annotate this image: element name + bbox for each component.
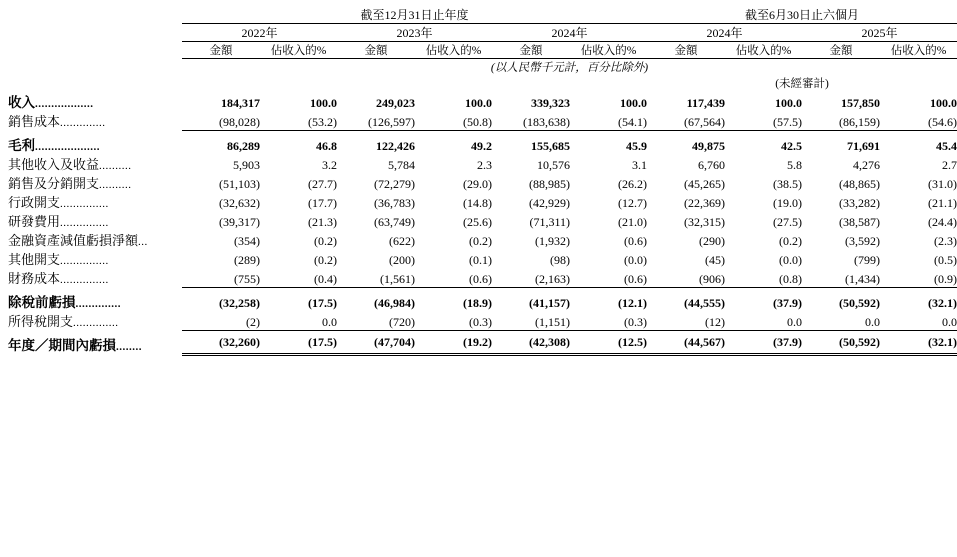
cell-percent: (0.3) bbox=[469, 314, 492, 329]
cell-percent: (27.5) bbox=[773, 215, 803, 229]
cell-amount: (45) bbox=[705, 253, 726, 267]
cell-percent: (12.7) bbox=[618, 196, 648, 210]
cell-percent: 3.1 bbox=[632, 158, 648, 172]
row-label-leader: ............... bbox=[60, 198, 109, 210]
cell-amount: (354) bbox=[234, 234, 260, 248]
cell-percent: (54.6) bbox=[928, 114, 957, 129]
header-blank-corner-2 bbox=[8, 24, 182, 42]
cell-percent: (57.5) bbox=[773, 114, 803, 129]
cell-percent: (32.1) bbox=[880, 287, 957, 311]
row-label-text: 其他收入及收益 bbox=[8, 157, 100, 172]
cell-amount: 5,903 bbox=[233, 158, 260, 172]
cell-amount: (51,103) bbox=[219, 177, 260, 191]
cell-percent: (21.1) bbox=[928, 196, 957, 210]
cell-amount: (50,592) bbox=[802, 330, 880, 354]
cell-percent: (19.2) bbox=[415, 330, 492, 354]
cell-percent: (38.5) bbox=[773, 177, 803, 191]
cell-percent: (0.6) bbox=[469, 271, 492, 286]
cell-percent: (0.5) bbox=[934, 253, 957, 267]
row-label bbox=[8, 91, 182, 111]
cell-amount: 49,875 bbox=[647, 130, 725, 154]
cell-amount: 71,691 bbox=[802, 130, 880, 154]
header-group-interim: 截至6月30日止六個月 bbox=[647, 6, 957, 24]
cell-amount: (200) bbox=[389, 253, 415, 267]
cell-percent: 0.0 bbox=[322, 314, 337, 329]
cell-amount: 0.0 bbox=[865, 314, 881, 329]
cell-percent: 0.0 bbox=[942, 314, 957, 329]
cell-amount: (44,567) bbox=[647, 330, 725, 354]
cell-percent: (0.4) bbox=[314, 271, 337, 286]
cell-amount: (126,597) bbox=[368, 114, 415, 129]
header-percent-2023: 佔收入的% bbox=[415, 42, 492, 59]
cell-percent: (24.4) bbox=[928, 215, 957, 229]
cell-amount: (39,317) bbox=[219, 215, 260, 229]
cell-percent: (18.9) bbox=[415, 287, 492, 311]
cell-amount: 122,426 bbox=[337, 130, 415, 154]
header-amount-2025-interim: 金額 bbox=[802, 42, 880, 59]
cell-amount: 6,760 bbox=[698, 158, 726, 172]
row-label-leader: .......... bbox=[99, 160, 132, 172]
cell-amount: 4,276 bbox=[853, 158, 881, 172]
cell-amount: (88,985) bbox=[529, 177, 570, 191]
header-year-2025-interim: 2025年 bbox=[802, 24, 957, 42]
cell-amount: (3,592) bbox=[845, 234, 881, 248]
cell-amount: 10,576 bbox=[537, 158, 570, 172]
row-label-text: 年度／期間內虧損 bbox=[8, 338, 116, 353]
cell-percent: 0.0 bbox=[787, 314, 803, 329]
cell-amount: (71,311) bbox=[529, 215, 570, 229]
row-label bbox=[8, 230, 182, 249]
cell-percent: (0.2) bbox=[314, 234, 337, 248]
cell-percent: (0.2) bbox=[469, 234, 492, 248]
table-row bbox=[8, 330, 957, 354]
cell-amount: 117,439 bbox=[686, 96, 726, 110]
cell-percent: (26.2) bbox=[618, 177, 648, 191]
table-row bbox=[8, 154, 957, 173]
row-label-leader: ... bbox=[138, 236, 148, 248]
row-label-text: 除稅前虧損 bbox=[8, 295, 76, 310]
cell-percent: 45.9 bbox=[570, 130, 647, 154]
cell-amount: (42,308) bbox=[492, 330, 570, 354]
cell-percent: 5.8 bbox=[787, 158, 803, 172]
cell-percent: 3.2 bbox=[322, 158, 337, 172]
row-label bbox=[8, 211, 182, 230]
cell-percent: 2.7 bbox=[942, 158, 957, 172]
row-label-text: 所得稅開支 bbox=[8, 314, 74, 329]
cell-amount: (47,704) bbox=[337, 330, 415, 354]
cell-amount: (1,434) bbox=[845, 271, 881, 286]
cell-amount: 184,317 bbox=[221, 96, 260, 110]
cell-amount: (33,282) bbox=[839, 196, 881, 210]
table-row bbox=[8, 130, 957, 154]
cell-percent: (19.0) bbox=[773, 196, 803, 210]
cell-percent: (17.7) bbox=[308, 196, 337, 210]
currency-note-blank bbox=[8, 59, 182, 76]
cell-amount: (72,279) bbox=[374, 177, 415, 191]
cell-amount: 5,784 bbox=[388, 158, 415, 172]
cell-percent: (0.6) bbox=[624, 234, 648, 248]
cell-percent: (0.0) bbox=[779, 253, 803, 267]
cell-percent: (21.0) bbox=[618, 215, 648, 229]
cell-percent: (25.6) bbox=[463, 215, 492, 229]
cell-amount: (755) bbox=[234, 271, 260, 286]
cell-amount: (32,632) bbox=[219, 196, 260, 210]
cell-percent: (17.5) bbox=[260, 330, 337, 354]
row-label bbox=[8, 249, 182, 268]
cell-amount: (799) bbox=[854, 253, 881, 267]
row-label-text: 行政開支 bbox=[8, 195, 61, 210]
cell-amount: (45,265) bbox=[684, 177, 726, 191]
cell-percent: (31.0) bbox=[928, 177, 957, 191]
unaudited-note-blank bbox=[8, 75, 182, 91]
cell-percent: (53.2) bbox=[308, 114, 337, 129]
row-label-text: 毛利 bbox=[8, 138, 35, 153]
cell-amount: (44,555) bbox=[647, 287, 725, 311]
cell-percent: (2.3) bbox=[934, 234, 957, 248]
row-label bbox=[8, 311, 182, 330]
table-row bbox=[8, 230, 957, 249]
table-row bbox=[8, 311, 957, 330]
cell-percent: (0.3) bbox=[624, 314, 648, 329]
cell-amount: (183,638) bbox=[523, 114, 570, 129]
header-blank-corner-3 bbox=[8, 42, 182, 59]
unaudited-note: (未經審計) bbox=[775, 78, 829, 90]
header-amount-2024-interim: 金額 bbox=[647, 42, 725, 59]
row-label-leader: ............... bbox=[60, 255, 109, 267]
table-row bbox=[8, 173, 957, 192]
header-blank-corner bbox=[8, 6, 182, 24]
cell-amount: (46,984) bbox=[337, 287, 415, 311]
financial-table bbox=[8, 6, 957, 356]
cell-percent: (0.9) bbox=[934, 271, 957, 286]
cell-percent: 100.0 bbox=[930, 96, 957, 110]
cell-percent: 49.2 bbox=[415, 130, 492, 154]
cell-amount: (622) bbox=[389, 234, 415, 248]
cell-amount: (2) bbox=[246, 314, 260, 329]
row-label-leader: .................... bbox=[35, 141, 100, 153]
cell-amount: (32,315) bbox=[684, 215, 726, 229]
row-label-text: 銷售及分銷開支 bbox=[8, 176, 100, 191]
row-label-text: 財務成本 bbox=[8, 271, 61, 286]
cell-percent: (27.7) bbox=[308, 177, 337, 191]
cell-percent: 45.4 bbox=[880, 130, 957, 154]
cell-percent: (21.3) bbox=[308, 215, 337, 229]
cell-amount: (98) bbox=[550, 253, 570, 267]
cell-percent: (0.1) bbox=[469, 253, 492, 267]
header-year-2024-interim: 2024年 bbox=[647, 24, 802, 42]
table-row bbox=[8, 192, 957, 211]
cell-percent: 2.3 bbox=[477, 158, 492, 172]
cell-percent: 100.0 bbox=[620, 96, 648, 110]
cell-percent: 100.0 bbox=[465, 96, 492, 110]
row-label-leader: .............. bbox=[60, 117, 106, 129]
cell-amount: (720) bbox=[389, 314, 415, 329]
row-label bbox=[8, 192, 182, 211]
header-group-row bbox=[8, 6, 957, 24]
row-label-text: 研發費用 bbox=[8, 214, 61, 229]
header-percent-2025-interim: 佔收入的% bbox=[880, 42, 957, 59]
cell-amount: 339,323 bbox=[531, 96, 570, 110]
row-label bbox=[8, 173, 182, 192]
cell-amount: (32,258) bbox=[182, 287, 260, 311]
row-label-text: 收入 bbox=[8, 95, 35, 110]
header-percent-2024-interim: 佔收入的% bbox=[725, 42, 802, 59]
header-year-2024: 2024年 bbox=[492, 24, 647, 42]
row-label bbox=[8, 268, 182, 287]
row-label-text: 其他開支 bbox=[8, 252, 61, 267]
cell-amount: (12) bbox=[705, 314, 726, 329]
cell-percent: (37.9) bbox=[725, 287, 802, 311]
table-row bbox=[8, 211, 957, 230]
unaudited-note-spacer bbox=[182, 75, 647, 91]
cell-amount: (32,260) bbox=[182, 330, 260, 354]
header-amount-2023: 金額 bbox=[337, 42, 415, 59]
header-year-2022: 2022年 bbox=[182, 24, 337, 42]
cell-amount: (22,369) bbox=[684, 196, 726, 210]
cell-amount: (41,157) bbox=[492, 287, 570, 311]
row-label-leader: ............... bbox=[60, 217, 109, 229]
cell-amount: 86,289 bbox=[182, 130, 260, 154]
cell-amount: (86,159) bbox=[839, 114, 881, 129]
header-year-2023: 2023年 bbox=[337, 24, 492, 42]
cell-percent: (54.1) bbox=[618, 114, 648, 129]
cell-percent: (0.8) bbox=[779, 271, 803, 286]
table-header bbox=[8, 6, 957, 91]
cell-percent: (17.5) bbox=[260, 287, 337, 311]
cell-percent: (50.8) bbox=[463, 114, 492, 129]
header-sub-row bbox=[8, 42, 957, 59]
cell-amount: (1,151) bbox=[535, 314, 570, 329]
row-label-leader: .................. bbox=[35, 98, 94, 110]
cell-percent: (14.8) bbox=[463, 196, 492, 210]
header-percent-2024: 佔收入的% bbox=[570, 42, 647, 59]
cell-amount: (1,561) bbox=[380, 271, 415, 286]
header-amount-2022: 金額 bbox=[182, 42, 260, 59]
row-label bbox=[8, 154, 182, 173]
cell-percent: (0.0) bbox=[624, 253, 648, 267]
table-body bbox=[8, 91, 957, 354]
row-label-leader: .......... bbox=[99, 179, 132, 191]
header-group-annual: 截至12月31日止年度 bbox=[182, 6, 647, 24]
cell-percent: (12.1) bbox=[570, 287, 647, 311]
row-label bbox=[8, 287, 182, 311]
cell-percent: 100.0 bbox=[775, 96, 803, 110]
row-label bbox=[8, 130, 182, 154]
cell-amount: (67,564) bbox=[684, 114, 726, 129]
cell-percent: (0.6) bbox=[624, 271, 648, 286]
header-amount-2024: 金額 bbox=[492, 42, 570, 59]
row-label bbox=[8, 330, 182, 354]
row-label-leader: .............. bbox=[75, 298, 121, 310]
cell-percent: (37.9) bbox=[725, 330, 802, 354]
row-label-text: 金融資產減值虧損淨額 bbox=[8, 233, 139, 248]
row-label-text: 銷售成本 bbox=[8, 114, 61, 129]
cell-percent: (0.2) bbox=[779, 234, 803, 248]
table-row bbox=[8, 91, 957, 111]
header-percent-2022: 佔收入的% bbox=[260, 42, 337, 59]
cell-amount: (38,587) bbox=[839, 215, 881, 229]
cell-amount: (48,865) bbox=[839, 177, 881, 191]
cell-percent: (29.0) bbox=[463, 177, 492, 191]
table-row bbox=[8, 249, 957, 268]
row-label-leader: ............... bbox=[60, 274, 109, 286]
cell-percent: (12.5) bbox=[570, 330, 647, 354]
table-row bbox=[8, 111, 957, 130]
row-label bbox=[8, 111, 182, 130]
cell-percent: 100.0 bbox=[310, 96, 337, 110]
cell-amount: (42,929) bbox=[529, 196, 570, 210]
currency-note: (以人民幣千元計，百分比除外) bbox=[490, 62, 649, 74]
cell-amount: (63,749) bbox=[374, 215, 415, 229]
cell-amount: (2,163) bbox=[535, 271, 570, 286]
table-row bbox=[8, 287, 957, 311]
cell-percent: (0.2) bbox=[314, 253, 337, 267]
cell-amount: (1,932) bbox=[535, 234, 570, 248]
row-label-leader: .............. bbox=[73, 317, 119, 329]
cell-amount: (290) bbox=[699, 234, 726, 248]
unaudited-note-row bbox=[8, 75, 957, 91]
table-row bbox=[8, 268, 957, 287]
cell-amount: (50,592) bbox=[802, 287, 880, 311]
currency-note-row bbox=[8, 59, 957, 76]
cell-amount: (906) bbox=[699, 271, 726, 286]
cell-amount: (98,028) bbox=[219, 114, 260, 129]
cell-amount: 249,023 bbox=[376, 96, 415, 110]
header-year-row bbox=[8, 24, 957, 42]
cell-percent: 46.8 bbox=[260, 130, 337, 154]
cell-amount: (289) bbox=[234, 253, 260, 267]
cell-amount: 155,685 bbox=[492, 130, 570, 154]
cell-percent: 42.5 bbox=[725, 130, 802, 154]
row-label-leader: ........ bbox=[116, 341, 142, 353]
cell-amount: (36,783) bbox=[374, 196, 415, 210]
cell-percent: (32.1) bbox=[880, 330, 957, 354]
cell-amount: 157,850 bbox=[841, 96, 881, 110]
